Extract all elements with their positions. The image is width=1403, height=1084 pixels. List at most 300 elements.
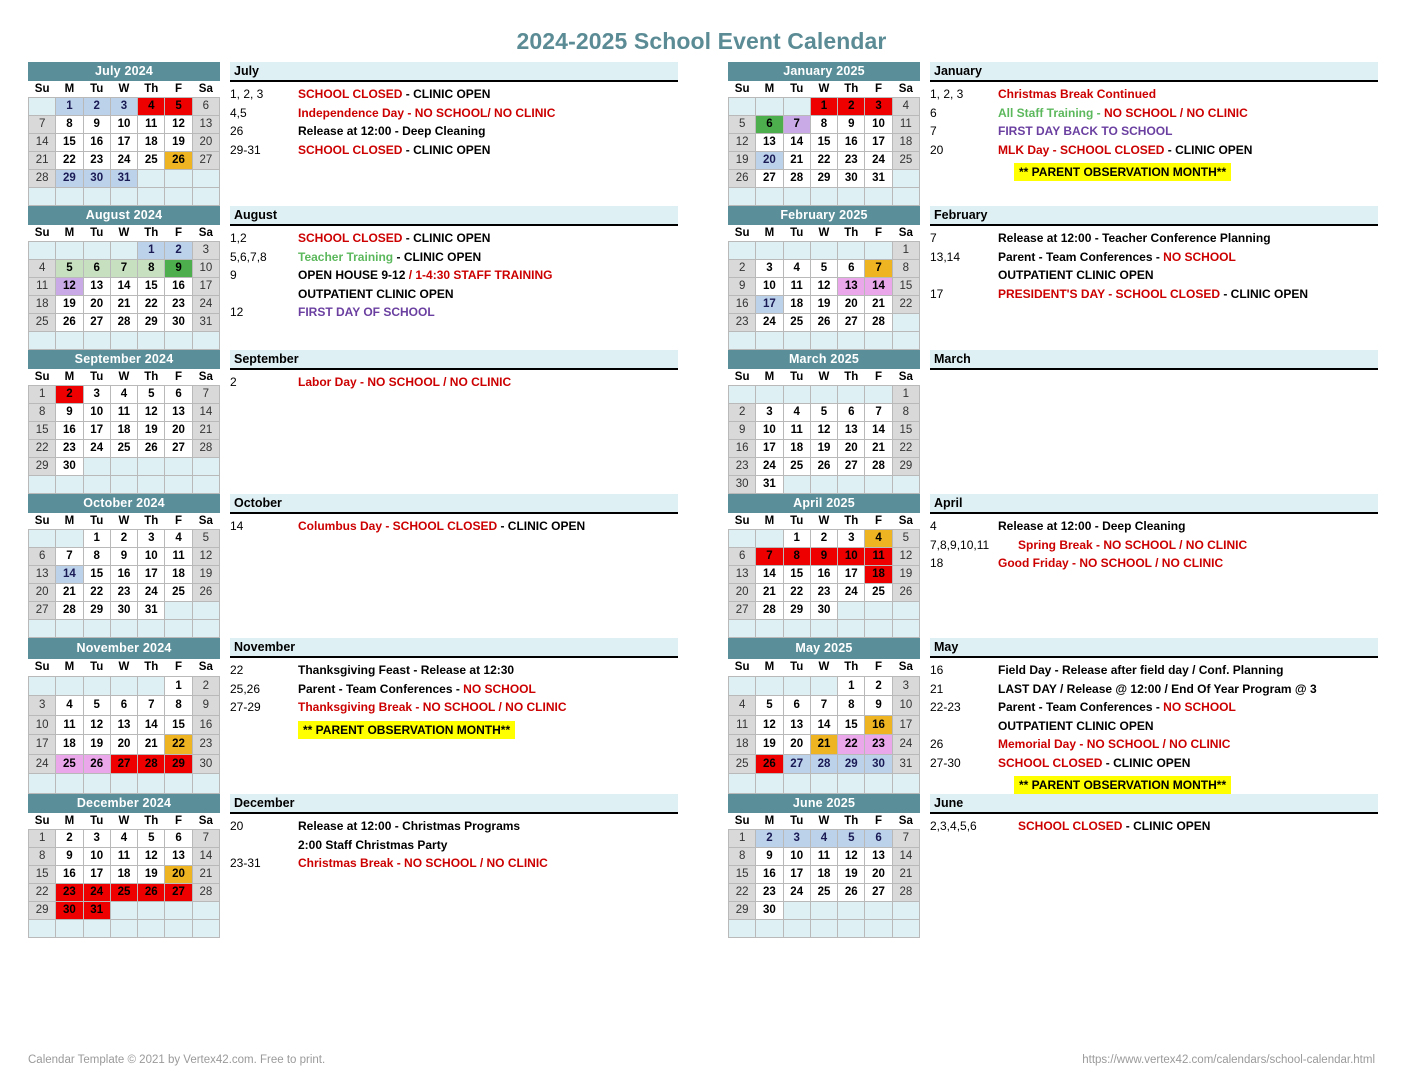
calendar-day-may-11[interactable]: 11 (729, 715, 756, 735)
calendar-day-october-17[interactable]: 17 (138, 566, 165, 584)
calendar-day-march-15[interactable]: 15 (892, 422, 919, 440)
calendar-day-december-10[interactable]: 10 (83, 848, 110, 866)
calendar-day-october-20[interactable]: 20 (29, 584, 56, 602)
calendar-day-august-12[interactable]: 12 (56, 278, 83, 296)
calendar-day-december-3[interactable]: 3 (83, 830, 110, 848)
calendar-day-february-26[interactable]: 26 (810, 314, 837, 332)
calendar-day-february-23[interactable]: 23 (729, 314, 756, 332)
calendar-day-february-6[interactable]: 6 (838, 260, 865, 278)
calendar-day-may-6[interactable]: 6 (783, 696, 810, 716)
calendar-day-december-20[interactable]: 20 (165, 866, 192, 884)
calendar-day-april-12[interactable]: 12 (892, 548, 919, 566)
calendar-day-may-19[interactable]: 19 (756, 735, 783, 755)
calendar-day-april-27[interactable]: 27 (729, 602, 756, 620)
calendar-day-december-25[interactable]: 25 (110, 884, 137, 902)
calendar-day-august-5[interactable]: 5 (56, 260, 83, 278)
calendar-day-february-20[interactable]: 20 (838, 296, 865, 314)
calendar-day-july-13[interactable]: 13 (192, 116, 219, 134)
calendar-day-april-13[interactable]: 13 (729, 566, 756, 584)
calendar-day-october-27[interactable]: 27 (29, 602, 56, 620)
calendar-day-december-4[interactable]: 4 (110, 830, 137, 848)
calendar-day-january-4[interactable]: 4 (892, 98, 919, 116)
calendar-day-october-24[interactable]: 24 (138, 584, 165, 602)
calendar-day-november-20[interactable]: 20 (110, 735, 137, 755)
calendar-day-april-28[interactable]: 28 (756, 602, 783, 620)
calendar-day-may-28[interactable]: 28 (810, 754, 837, 774)
calendar-day-april-16[interactable]: 16 (810, 566, 837, 584)
calendar-day-july-19[interactable]: 19 (165, 134, 192, 152)
calendar-day-january-18[interactable]: 18 (892, 134, 919, 152)
calendar-day-january-22[interactable]: 22 (810, 152, 837, 170)
calendar-day-may-23[interactable]: 23 (865, 735, 892, 755)
calendar-day-august-19[interactable]: 19 (56, 296, 83, 314)
calendar-day-july-24[interactable]: 24 (110, 152, 137, 170)
calendar-day-july-9[interactable]: 9 (83, 116, 110, 134)
calendar-day-november-11[interactable]: 11 (56, 715, 83, 735)
calendar-day-august-10[interactable]: 10 (192, 260, 219, 278)
calendar-day-january-26[interactable]: 26 (729, 170, 756, 188)
calendar-day-january-5[interactable]: 5 (729, 116, 756, 134)
calendar-day-november-29[interactable]: 29 (165, 754, 192, 774)
calendar-day-november-16[interactable]: 16 (192, 715, 219, 735)
calendar-day-january-13[interactable]: 13 (756, 134, 783, 152)
calendar-day-october-23[interactable]: 23 (110, 584, 137, 602)
calendar-day-november-21[interactable]: 21 (138, 735, 165, 755)
calendar-day-february-11[interactable]: 11 (783, 278, 810, 296)
calendar-day-january-7[interactable]: 7 (783, 116, 810, 134)
calendar-day-february-14[interactable]: 14 (865, 278, 892, 296)
calendar-day-september-12[interactable]: 12 (138, 404, 165, 422)
calendar-day-june-21[interactable]: 21 (892, 866, 919, 884)
calendar-day-september-27[interactable]: 27 (165, 440, 192, 458)
calendar-day-march-9[interactable]: 9 (729, 422, 756, 440)
calendar-day-october-26[interactable]: 26 (192, 584, 219, 602)
calendar-day-january-17[interactable]: 17 (865, 134, 892, 152)
calendar-day-august-31[interactable]: 31 (192, 314, 219, 332)
calendar-day-november-30[interactable]: 30 (192, 754, 219, 774)
calendar-day-october-19[interactable]: 19 (192, 566, 219, 584)
calendar-day-august-3[interactable]: 3 (192, 242, 219, 260)
calendar-day-april-15[interactable]: 15 (783, 566, 810, 584)
calendar-day-june-23[interactable]: 23 (756, 884, 783, 902)
calendar-day-february-21[interactable]: 21 (865, 296, 892, 314)
calendar-day-november-15[interactable]: 15 (165, 715, 192, 735)
calendar-day-november-10[interactable]: 10 (29, 715, 56, 735)
calendar-day-may-13[interactable]: 13 (783, 715, 810, 735)
calendar-day-january-15[interactable]: 15 (810, 134, 837, 152)
calendar-day-december-5[interactable]: 5 (138, 830, 165, 848)
calendar-day-december-17[interactable]: 17 (83, 866, 110, 884)
calendar-day-march-14[interactable]: 14 (865, 422, 892, 440)
calendar-day-december-29[interactable]: 29 (29, 902, 56, 920)
calendar-day-june-8[interactable]: 8 (729, 848, 756, 866)
calendar-day-july-14[interactable]: 14 (29, 134, 56, 152)
calendar-day-september-16[interactable]: 16 (56, 422, 83, 440)
calendar-day-april-8[interactable]: 8 (783, 548, 810, 566)
calendar-day-december-24[interactable]: 24 (83, 884, 110, 902)
calendar-day-june-10[interactable]: 10 (783, 848, 810, 866)
calendar-day-june-27[interactable]: 27 (865, 884, 892, 902)
calendar-day-february-17[interactable]: 17 (756, 296, 783, 314)
calendar-day-july-22[interactable]: 22 (56, 152, 83, 170)
calendar-day-june-20[interactable]: 20 (865, 866, 892, 884)
calendar-day-june-13[interactable]: 13 (865, 848, 892, 866)
calendar-day-september-4[interactable]: 4 (110, 386, 137, 404)
calendar-day-december-15[interactable]: 15 (29, 866, 56, 884)
calendar-day-august-11[interactable]: 11 (29, 278, 56, 296)
calendar-day-february-15[interactable]: 15 (892, 278, 919, 296)
calendar-day-february-4[interactable]: 4 (783, 260, 810, 278)
calendar-day-april-10[interactable]: 10 (838, 548, 865, 566)
calendar-day-february-8[interactable]: 8 (892, 260, 919, 278)
calendar-day-march-1[interactable]: 1 (892, 386, 919, 404)
calendar-day-december-1[interactable]: 1 (29, 830, 56, 848)
calendar-day-november-28[interactable]: 28 (138, 754, 165, 774)
calendar-day-june-4[interactable]: 4 (810, 830, 837, 848)
calendar-day-september-28[interactable]: 28 (192, 440, 219, 458)
calendar-day-april-2[interactable]: 2 (810, 530, 837, 548)
calendar-day-december-9[interactable]: 9 (56, 848, 83, 866)
calendar-day-september-21[interactable]: 21 (192, 422, 219, 440)
calendar-day-january-9[interactable]: 9 (838, 116, 865, 134)
calendar-day-july-29[interactable]: 29 (56, 170, 83, 188)
calendar-day-december-8[interactable]: 8 (29, 848, 56, 866)
calendar-day-july-17[interactable]: 17 (110, 134, 137, 152)
calendar-day-march-30[interactable]: 30 (729, 476, 756, 494)
calendar-day-december-16[interactable]: 16 (56, 866, 83, 884)
calendar-day-may-12[interactable]: 12 (756, 715, 783, 735)
calendar-day-october-7[interactable]: 7 (56, 548, 83, 566)
calendar-day-june-18[interactable]: 18 (810, 866, 837, 884)
calendar-day-june-19[interactable]: 19 (838, 866, 865, 884)
calendar-day-december-28[interactable]: 28 (192, 884, 219, 902)
calendar-day-may-26[interactable]: 26 (756, 754, 783, 774)
calendar-day-february-16[interactable]: 16 (729, 296, 756, 314)
calendar-day-march-7[interactable]: 7 (865, 404, 892, 422)
calendar-day-november-13[interactable]: 13 (110, 715, 137, 735)
calendar-day-august-8[interactable]: 8 (138, 260, 165, 278)
calendar-day-december-2[interactable]: 2 (56, 830, 83, 848)
calendar-day-september-20[interactable]: 20 (165, 422, 192, 440)
calendar-day-february-25[interactable]: 25 (783, 314, 810, 332)
calendar-day-march-22[interactable]: 22 (892, 440, 919, 458)
calendar-day-march-13[interactable]: 13 (838, 422, 865, 440)
calendar-day-april-20[interactable]: 20 (729, 584, 756, 602)
calendar-day-january-27[interactable]: 27 (756, 170, 783, 188)
calendar-day-august-7[interactable]: 7 (110, 260, 137, 278)
calendar-day-february-7[interactable]: 7 (865, 260, 892, 278)
calendar-day-may-8[interactable]: 8 (838, 696, 865, 716)
calendar-day-april-24[interactable]: 24 (838, 584, 865, 602)
calendar-day-july-4[interactable]: 4 (138, 98, 165, 116)
calendar-day-september-14[interactable]: 14 (192, 404, 219, 422)
calendar-day-march-12[interactable]: 12 (810, 422, 837, 440)
calendar-day-july-2[interactable]: 2 (83, 98, 110, 116)
calendar-day-october-16[interactable]: 16 (110, 566, 137, 584)
calendar-day-april-6[interactable]: 6 (729, 548, 756, 566)
calendar-day-october-13[interactable]: 13 (29, 566, 56, 584)
calendar-day-may-27[interactable]: 27 (783, 754, 810, 774)
calendar-day-may-7[interactable]: 7 (810, 696, 837, 716)
calendar-day-june-12[interactable]: 12 (838, 848, 865, 866)
calendar-day-january-20[interactable]: 20 (756, 152, 783, 170)
calendar-day-february-12[interactable]: 12 (810, 278, 837, 296)
calendar-day-july-30[interactable]: 30 (83, 170, 110, 188)
calendar-day-november-18[interactable]: 18 (56, 735, 83, 755)
calendar-day-march-10[interactable]: 10 (756, 422, 783, 440)
calendar-day-november-7[interactable]: 7 (138, 696, 165, 716)
calendar-day-april-1[interactable]: 1 (783, 530, 810, 548)
calendar-day-november-2[interactable]: 2 (192, 676, 219, 696)
calendar-day-november-26[interactable]: 26 (83, 754, 110, 774)
calendar-day-february-10[interactable]: 10 (756, 278, 783, 296)
calendar-day-july-27[interactable]: 27 (192, 152, 219, 170)
calendar-day-june-30[interactable]: 30 (756, 902, 783, 920)
calendar-day-january-11[interactable]: 11 (892, 116, 919, 134)
calendar-day-november-22[interactable]: 22 (165, 735, 192, 755)
calendar-day-december-19[interactable]: 19 (138, 866, 165, 884)
calendar-day-september-7[interactable]: 7 (192, 386, 219, 404)
calendar-day-april-23[interactable]: 23 (810, 584, 837, 602)
calendar-day-january-19[interactable]: 19 (729, 152, 756, 170)
calendar-day-november-6[interactable]: 6 (110, 696, 137, 716)
calendar-day-march-3[interactable]: 3 (756, 404, 783, 422)
calendar-day-august-9[interactable]: 9 (165, 260, 192, 278)
calendar-day-may-2[interactable]: 2 (865, 676, 892, 696)
calendar-day-january-14[interactable]: 14 (783, 134, 810, 152)
calendar-day-march-19[interactable]: 19 (810, 440, 837, 458)
calendar-day-april-25[interactable]: 25 (865, 584, 892, 602)
calendar-day-july-21[interactable]: 21 (29, 152, 56, 170)
calendar-day-september-26[interactable]: 26 (138, 440, 165, 458)
calendar-day-august-21[interactable]: 21 (110, 296, 137, 314)
calendar-day-october-28[interactable]: 28 (56, 602, 83, 620)
calendar-day-september-23[interactable]: 23 (56, 440, 83, 458)
calendar-day-february-19[interactable]: 19 (810, 296, 837, 314)
calendar-day-november-27[interactable]: 27 (110, 754, 137, 774)
calendar-day-may-5[interactable]: 5 (756, 696, 783, 716)
calendar-day-march-8[interactable]: 8 (892, 404, 919, 422)
calendar-day-march-28[interactable]: 28 (865, 458, 892, 476)
calendar-day-september-8[interactable]: 8 (29, 404, 56, 422)
calendar-day-january-3[interactable]: 3 (865, 98, 892, 116)
calendar-day-may-15[interactable]: 15 (838, 715, 865, 735)
calendar-day-august-29[interactable]: 29 (138, 314, 165, 332)
calendar-day-february-9[interactable]: 9 (729, 278, 756, 296)
calendar-day-november-23[interactable]: 23 (192, 735, 219, 755)
calendar-day-may-9[interactable]: 9 (865, 696, 892, 716)
calendar-day-august-26[interactable]: 26 (56, 314, 83, 332)
calendar-day-october-15[interactable]: 15 (83, 566, 110, 584)
calendar-day-october-22[interactable]: 22 (83, 584, 110, 602)
calendar-day-october-25[interactable]: 25 (165, 584, 192, 602)
calendar-day-january-23[interactable]: 23 (838, 152, 865, 170)
calendar-day-april-17[interactable]: 17 (838, 566, 865, 584)
calendar-day-december-11[interactable]: 11 (110, 848, 137, 866)
calendar-day-september-15[interactable]: 15 (29, 422, 56, 440)
calendar-day-march-21[interactable]: 21 (865, 440, 892, 458)
calendar-day-november-5[interactable]: 5 (83, 696, 110, 716)
calendar-day-june-9[interactable]: 9 (756, 848, 783, 866)
calendar-day-march-20[interactable]: 20 (838, 440, 865, 458)
calendar-day-may-21[interactable]: 21 (810, 735, 837, 755)
calendar-day-april-3[interactable]: 3 (838, 530, 865, 548)
calendar-day-march-2[interactable]: 2 (729, 404, 756, 422)
calendar-day-december-13[interactable]: 13 (165, 848, 192, 866)
calendar-day-april-29[interactable]: 29 (783, 602, 810, 620)
calendar-day-march-18[interactable]: 18 (783, 440, 810, 458)
calendar-day-september-5[interactable]: 5 (138, 386, 165, 404)
calendar-day-january-10[interactable]: 10 (865, 116, 892, 134)
calendar-day-january-12[interactable]: 12 (729, 134, 756, 152)
calendar-day-july-3[interactable]: 3 (110, 98, 137, 116)
calendar-day-october-2[interactable]: 2 (110, 530, 137, 548)
calendar-day-july-7[interactable]: 7 (29, 116, 56, 134)
calendar-day-august-2[interactable]: 2 (165, 242, 192, 260)
calendar-day-june-15[interactable]: 15 (729, 866, 756, 884)
calendar-day-january-30[interactable]: 30 (838, 170, 865, 188)
calendar-day-may-25[interactable]: 25 (729, 754, 756, 774)
calendar-day-may-17[interactable]: 17 (892, 715, 919, 735)
calendar-day-may-20[interactable]: 20 (783, 735, 810, 755)
calendar-day-june-5[interactable]: 5 (838, 830, 865, 848)
calendar-day-july-11[interactable]: 11 (138, 116, 165, 134)
calendar-day-november-1[interactable]: 1 (165, 676, 192, 696)
calendar-day-december-23[interactable]: 23 (56, 884, 83, 902)
calendar-day-april-11[interactable]: 11 (865, 548, 892, 566)
calendar-day-july-1[interactable]: 1 (56, 98, 83, 116)
calendar-day-april-19[interactable]: 19 (892, 566, 919, 584)
calendar-day-july-16[interactable]: 16 (83, 134, 110, 152)
calendar-day-june-26[interactable]: 26 (838, 884, 865, 902)
calendar-day-december-7[interactable]: 7 (192, 830, 219, 848)
calendar-day-june-16[interactable]: 16 (756, 866, 783, 884)
calendar-day-september-9[interactable]: 9 (56, 404, 83, 422)
calendar-day-march-26[interactable]: 26 (810, 458, 837, 476)
calendar-day-august-24[interactable]: 24 (192, 296, 219, 314)
calendar-day-january-31[interactable]: 31 (865, 170, 892, 188)
calendar-day-june-24[interactable]: 24 (783, 884, 810, 902)
calendar-day-may-1[interactable]: 1 (838, 676, 865, 696)
calendar-day-july-10[interactable]: 10 (110, 116, 137, 134)
calendar-day-august-23[interactable]: 23 (165, 296, 192, 314)
calendar-day-june-11[interactable]: 11 (810, 848, 837, 866)
calendar-day-august-17[interactable]: 17 (192, 278, 219, 296)
calendar-day-december-27[interactable]: 27 (165, 884, 192, 902)
calendar-day-march-31[interactable]: 31 (756, 476, 783, 494)
calendar-day-january-28[interactable]: 28 (783, 170, 810, 188)
calendar-day-october-8[interactable]: 8 (83, 548, 110, 566)
calendar-day-october-12[interactable]: 12 (192, 548, 219, 566)
calendar-day-december-21[interactable]: 21 (192, 866, 219, 884)
calendar-day-may-14[interactable]: 14 (810, 715, 837, 735)
calendar-day-november-17[interactable]: 17 (29, 735, 56, 755)
calendar-day-november-19[interactable]: 19 (83, 735, 110, 755)
calendar-day-january-1[interactable]: 1 (810, 98, 837, 116)
calendar-day-march-4[interactable]: 4 (783, 404, 810, 422)
calendar-day-october-21[interactable]: 21 (56, 584, 83, 602)
calendar-day-september-25[interactable]: 25 (110, 440, 137, 458)
calendar-day-october-1[interactable]: 1 (83, 530, 110, 548)
calendar-day-september-17[interactable]: 17 (83, 422, 110, 440)
calendar-day-october-10[interactable]: 10 (138, 548, 165, 566)
calendar-day-december-31[interactable]: 31 (83, 902, 110, 920)
calendar-day-june-14[interactable]: 14 (892, 848, 919, 866)
calendar-day-april-9[interactable]: 9 (810, 548, 837, 566)
calendar-day-december-12[interactable]: 12 (138, 848, 165, 866)
calendar-day-september-24[interactable]: 24 (83, 440, 110, 458)
calendar-day-september-6[interactable]: 6 (165, 386, 192, 404)
calendar-day-july-5[interactable]: 5 (165, 98, 192, 116)
calendar-day-september-22[interactable]: 22 (29, 440, 56, 458)
calendar-day-march-6[interactable]: 6 (838, 404, 865, 422)
calendar-day-august-25[interactable]: 25 (29, 314, 56, 332)
calendar-day-september-11[interactable]: 11 (110, 404, 137, 422)
calendar-day-august-28[interactable]: 28 (110, 314, 137, 332)
calendar-day-april-30[interactable]: 30 (810, 602, 837, 620)
calendar-day-august-1[interactable]: 1 (138, 242, 165, 260)
calendar-day-september-30[interactable]: 30 (56, 458, 83, 476)
calendar-day-august-20[interactable]: 20 (83, 296, 110, 314)
calendar-day-october-18[interactable]: 18 (165, 566, 192, 584)
calendar-day-august-4[interactable]: 4 (29, 260, 56, 278)
calendar-day-february-27[interactable]: 27 (838, 314, 865, 332)
calendar-day-november-14[interactable]: 14 (138, 715, 165, 735)
calendar-day-june-1[interactable]: 1 (729, 830, 756, 848)
calendar-day-december-30[interactable]: 30 (56, 902, 83, 920)
calendar-day-august-15[interactable]: 15 (138, 278, 165, 296)
calendar-day-july-8[interactable]: 8 (56, 116, 83, 134)
calendar-day-january-29[interactable]: 29 (810, 170, 837, 188)
calendar-day-october-14[interactable]: 14 (56, 566, 83, 584)
calendar-day-july-18[interactable]: 18 (138, 134, 165, 152)
calendar-day-october-11[interactable]: 11 (165, 548, 192, 566)
calendar-day-march-5[interactable]: 5 (810, 404, 837, 422)
calendar-day-february-28[interactable]: 28 (865, 314, 892, 332)
calendar-day-august-30[interactable]: 30 (165, 314, 192, 332)
calendar-day-october-9[interactable]: 9 (110, 548, 137, 566)
calendar-day-september-2[interactable]: 2 (56, 386, 83, 404)
calendar-day-february-5[interactable]: 5 (810, 260, 837, 278)
calendar-day-may-18[interactable]: 18 (729, 735, 756, 755)
calendar-day-february-1[interactable]: 1 (892, 242, 919, 260)
calendar-day-february-22[interactable]: 22 (892, 296, 919, 314)
calendar-day-july-26[interactable]: 26 (165, 152, 192, 170)
calendar-day-august-16[interactable]: 16 (165, 278, 192, 296)
calendar-day-january-24[interactable]: 24 (865, 152, 892, 170)
calendar-day-june-3[interactable]: 3 (783, 830, 810, 848)
calendar-day-september-1[interactable]: 1 (29, 386, 56, 404)
calendar-day-may-4[interactable]: 4 (729, 696, 756, 716)
calendar-day-november-3[interactable]: 3 (29, 696, 56, 716)
calendar-day-january-6[interactable]: 6 (756, 116, 783, 134)
calendar-day-february-2[interactable]: 2 (729, 260, 756, 278)
calendar-day-october-6[interactable]: 6 (29, 548, 56, 566)
calendar-day-june-2[interactable]: 2 (756, 830, 783, 848)
calendar-day-september-3[interactable]: 3 (83, 386, 110, 404)
calendar-day-september-29[interactable]: 29 (29, 458, 56, 476)
calendar-day-may-31[interactable]: 31 (892, 754, 919, 774)
calendar-day-july-12[interactable]: 12 (165, 116, 192, 134)
calendar-day-april-22[interactable]: 22 (783, 584, 810, 602)
calendar-day-march-16[interactable]: 16 (729, 440, 756, 458)
calendar-day-june-29[interactable]: 29 (729, 902, 756, 920)
calendar-day-june-7[interactable]: 7 (892, 830, 919, 848)
calendar-day-january-21[interactable]: 21 (783, 152, 810, 170)
calendar-day-october-29[interactable]: 29 (83, 602, 110, 620)
calendar-day-may-29[interactable]: 29 (838, 754, 865, 774)
calendar-day-december-26[interactable]: 26 (138, 884, 165, 902)
